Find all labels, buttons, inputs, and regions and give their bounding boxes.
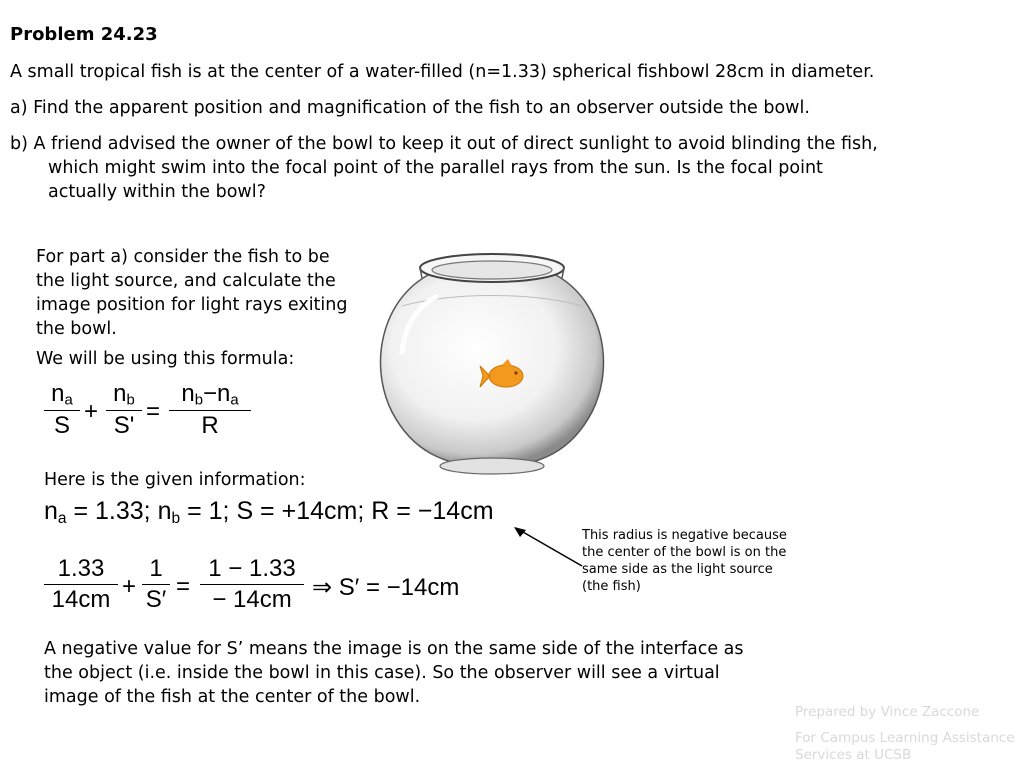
problem-title: Problem 24.23: [10, 24, 158, 45]
problem-statement: A small tropical fish is at the center of a water-filled (n=1.33) spherical fishbowl 28cm in diameter.: [10, 62, 875, 82]
formula-fraction-1: $n_a$ S: [44, 380, 80, 440]
lensmaker-formula: [44, 380, 264, 450]
solution-equals: =: [176, 573, 191, 600]
part-b-line-3: actually within the bowl?: [48, 182, 266, 202]
part-b-text: [10, 132, 1010, 204]
solution-fraction-3: 1 − 1.33 − 14cm: [200, 555, 304, 614]
solution-equation: [44, 555, 504, 625]
part-b-line-1: b) A friend advised the owner of the bowl to keep it out of direct sunlight to avoid blinding the fish,: [10, 134, 878, 154]
hint-text: For part a) consider the fish to be the light source, and calculate the image position for light rays exiting the bowl.: [36, 247, 348, 339]
formula-fraction-3: $n_b-n_a$ R: [169, 380, 251, 440]
radius-note: This radius is negative because the center of the bowl is on the same side as the light source (the fish): [582, 528, 787, 594]
credit-affiliation: For Campus Learning Assistance Services at UCSB: [795, 730, 1015, 763]
solution-plus: +: [122, 573, 137, 600]
solution-fraction-1: 1.33 14cm: [44, 555, 118, 614]
given-intro: Here is the given information:: [44, 470, 306, 490]
fishbowl-illustration: [372, 244, 612, 480]
part-a-text: a) Find the apparent position and magnification of the fish to an observer outside the bowl.: [10, 98, 810, 118]
solution-fraction-2: 1 S′: [142, 555, 170, 614]
formula-plus: +: [84, 398, 99, 425]
solution-result: ⇒ S′ = −14cm: [312, 574, 460, 601]
part-b-line-2: which might swim into the focal point of the parallel rays from the sun. Is the focal point: [48, 158, 823, 178]
conclusion-text: A negative value for S’ means the image is on the same side of the interface as the object (i.e. inside the bowl in this case). So the observer will see a virtual image of the fish at the center of the bowl.: [44, 639, 744, 707]
credit-author: Prepared by Vince Zaccone: [795, 704, 980, 720]
formula-fraction-2: $n_b$ S': [106, 380, 142, 440]
annotation-arrow: [508, 522, 588, 572]
formula-equals: =: [146, 398, 161, 425]
formula-intro: We will be using this formula:: [36, 349, 295, 369]
hint-block: [36, 245, 356, 371]
given-values: $n_a = 1.33$; $n_b = 1$; S = +14cm; R = −14cm: [44, 497, 494, 527]
